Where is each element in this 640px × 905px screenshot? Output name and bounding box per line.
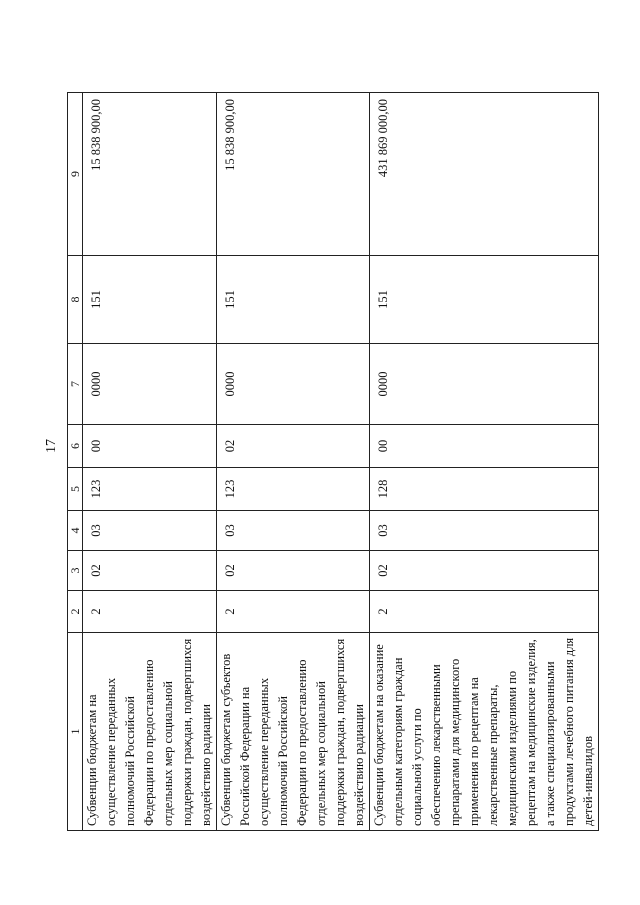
row-amount: 431 869 000,00 <box>370 93 599 256</box>
row-code-7: 0000 <box>83 344 217 425</box>
row-code-6: 00 <box>83 425 217 468</box>
row-code-8: 151 <box>217 256 370 344</box>
row-code-7: 0000 <box>217 344 370 425</box>
row-code-8: 151 <box>83 256 217 344</box>
row-code-5: 123 <box>83 468 217 511</box>
row-code-2: 2 <box>370 591 599 633</box>
header-row <box>68 93 83 831</box>
page-number: 17 <box>44 439 59 453</box>
row-amount: 15 838 900,00 <box>83 93 217 256</box>
row-name: Субвенции бюджетам на осуществление переданных полномочий Российской Федерации по предоставлению отдельных мер социальной поддержки граждан, подвергшихся воздействию радиации <box>83 633 217 831</box>
row-code-6: 02 <box>217 425 370 468</box>
header-col-3: 3 <box>68 551 83 591</box>
header-col-8: 8 <box>68 256 83 344</box>
row-code-3: 02 <box>217 551 370 591</box>
header-col-1: 1 <box>68 633 83 831</box>
header-col-4: 4 <box>68 511 83 551</box>
header-col-7: 7 <box>68 344 83 425</box>
table-row <box>370 93 599 831</box>
row-code-3: 02 <box>370 551 599 591</box>
row-name: Субвенции бюджетам на оказание отдельным категориям граждан социальной услуги по обеспечению лекарственными препаратами для медицинского применения по рецептам на лекарственные препараты, медицинскими изделиями по рецептам на медицинские изделия, а также специализированными продуктами лечебного питания для детей-инвалидов <box>370 633 599 831</box>
row-code-8: 151 <box>370 256 599 344</box>
header-col-6: 6 <box>68 425 83 468</box>
budget-table <box>67 92 599 831</box>
header-col-2: 2 <box>68 591 83 633</box>
row-code-4: 03 <box>83 511 217 551</box>
row-name: Субвенции бюджетам субъектов Российской Федерации на осуществление переданных полномочий Российской Федерации по предоставлению отдельных мер социальной поддержки граждан, подвергшихся воздействию радиации <box>217 633 370 831</box>
row-amount: 15 838 900,00 <box>217 93 370 256</box>
row-code-5: 123 <box>217 468 370 511</box>
row-code-4: 03 <box>370 511 599 551</box>
row-code-6: 00 <box>370 425 599 468</box>
rotated-table-wrapper <box>67 93 595 831</box>
row-code-2: 2 <box>217 591 370 633</box>
header-col-9: 9 <box>68 93 83 256</box>
row-code-4: 03 <box>217 511 370 551</box>
row-code-7: 0000 <box>370 344 599 425</box>
row-code-5: 128 <box>370 468 599 511</box>
header-col-5: 5 <box>68 468 83 511</box>
table-row <box>83 93 217 831</box>
table-row <box>217 93 370 831</box>
row-code-2: 2 <box>83 591 217 633</box>
row-code-3: 02 <box>83 551 217 591</box>
